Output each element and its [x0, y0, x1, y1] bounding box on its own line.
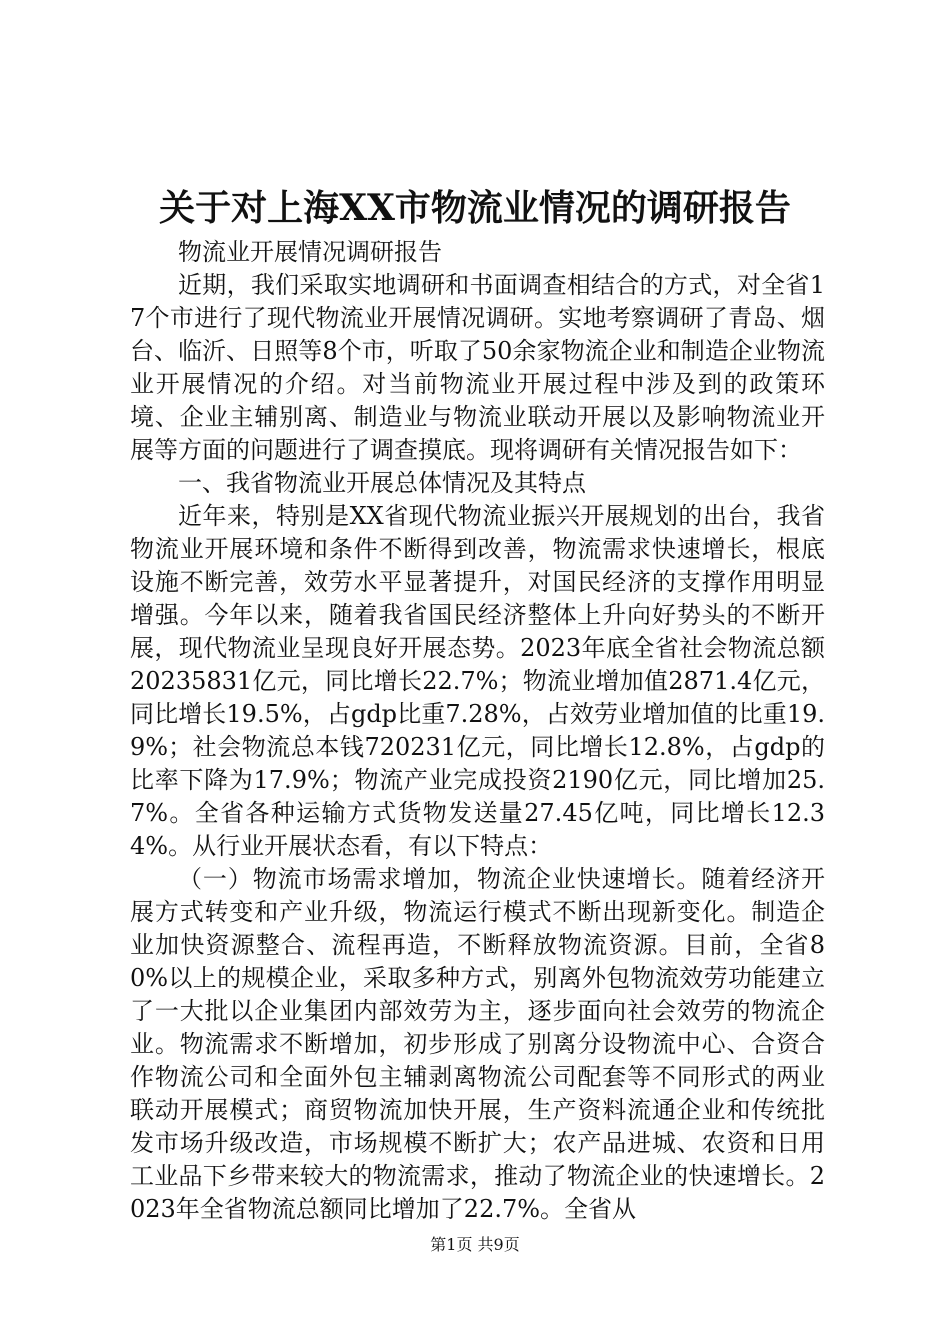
document-title: 关于对上海XX市物流业情况的调研报告: [159, 187, 791, 229]
document-body: [130, 236, 825, 1226]
section-heading: 一、我省物流业开展总体情况及其特点: [178, 469, 586, 497]
overview-paragraph: 近年来，特别是XX省现代物流业振兴开展规划的出台，我省物流业开展环境和条件不断得到改善，物流需求快速增长，根底设施不断完善，效劳水平显著提升，对国民经济的支撑作用明显增强。今年以来，随着我省国民经济整体上升向好势头的不断开展，现代物流业呈现良好开展态势。2023年底全省社会物流总额20235831亿元，同比增长22.7%；物流业增加值2871.4亿元，同比增长19.5%，占gdp比重7.28%，占效劳业增加值的比重19.9%；社会物流总本钱720231亿元，同比增长12.8%，占gdp的比率下降为17.9%；物流产业完成投资2190亿元，同比增加25.7%。全省各种运输方式货物发送量27.45亿吨，同比增长12.34%。从行业开展状态看，有以下特点：: [130, 502, 825, 860]
subtitle-paragraph: 物流业开展情况调研报告: [178, 238, 442, 266]
subsection-paragraph: （一）物流市场需求增加，物流企业快速增长。随着经济开展方式转变和产业升级，物流运行模式不断出现新变化。制造企业加快资源整合、流程再造，不断释放物流资源。目前，全省80%以上的规模企业，采取多种方式，别离外包物流效劳功能建立了一大批以企业集团内部效劳为主，逐步面向社会效劳的物流企业。物流需求不断增加，初步形成了别离分设物流中心、合资合作物流公司和全面外包主辅剥离物流公司配套等不同形式的两业联动开展模式；商贸物流加快开展，生产资料流通企业和传统批发市场升级改造，市场规模不断扩大；农产品进城、农资和日用工业品下乡带来较大的物流需求，推动了物流企业的快速增长。2023年全省物流总额同比增加了22.7%。全省从: [130, 865, 825, 1223]
intro-paragraph: 近期，我们采取实地调研和书面调查相结合的方式，对全省17个市进行了现代物流业开展情况调研。实地考察调研了青岛、烟台、临沂、日照等8个市，听取了50余家物流企业和制造企业物流业开展情况的介绍。对当前物流业开展过程中涉及到的政策环境、企业主辅别离、制造业与物流业联动开展以及影响物流业开展等方面的问题进行了调查摸底。现将调研有关情况报告如下：: [130, 271, 825, 464]
page-number-footer: 第1页 共9页: [430, 1235, 520, 1254]
